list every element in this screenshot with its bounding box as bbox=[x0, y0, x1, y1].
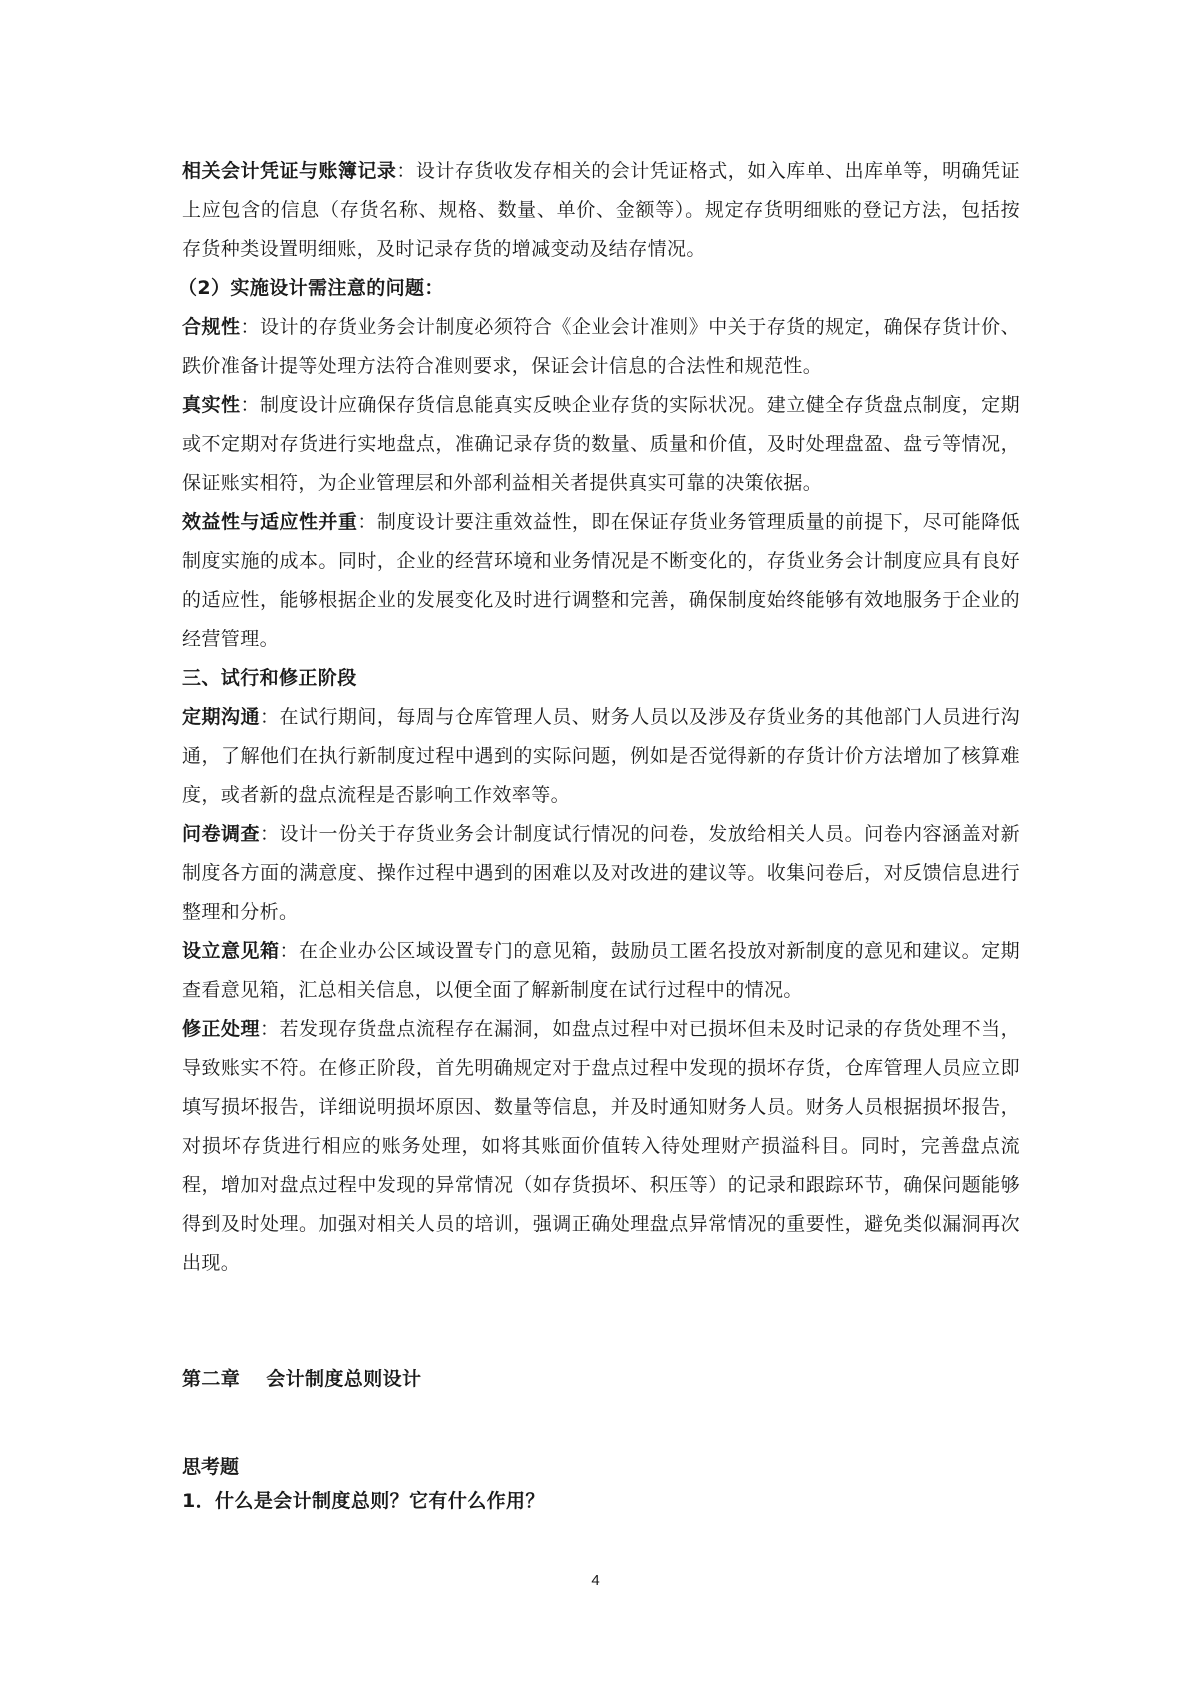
section-heading-trial-revision: 三、试行和修正阶段 bbox=[182, 667, 357, 689]
paragraph-efficiency-adaptability bbox=[182, 503, 1020, 659]
body-text bbox=[178, 152, 1020, 1283]
paragraph-lead: 修正处理 bbox=[182, 1018, 260, 1040]
question-item: 1．什么是会计制度总则？它有什么作用？ bbox=[182, 1490, 545, 1512]
paragraph-lead: 设立意见箱 bbox=[182, 940, 280, 962]
paragraph-text: ：若发现存货盘点流程存在漏洞，如盘点过程中对已损坏但未及时记录的存货处理不当，导致账实不符。在修正阶段，首先明确规定对于盘点过程中发现的损坏存货，仓库管理人员应立即填写损坏报告，详细说明损坏原因、数量等信息，并及时通知财务人员。财务人员根据损坏报告，对损坏存货进行相应的账务处理，如将其账面价值转入待处理财产损溢科目。同时，完善盘点流程，增加对盘点过程中发现的异常情况（如存货损坏、积压等）的记录和跟踪环节，确保问题能够得到及时处理。加强对相关人员的培训，强调正确处理盘点异常情况的重要性，避免类似漏洞再次出现。 bbox=[182, 1018, 1020, 1274]
section-heading-implementation-issues: （2）实施设计需注意的问题： bbox=[178, 277, 444, 299]
paragraph-compliance bbox=[182, 308, 1020, 386]
paragraph-text: ：制度设计要注重效益性，即在保证存货业务管理质量的前提下，尽可能降低制度实施的成本。同时，企业的经营环境和业务情况是不断变化的，存货业务会计制度应具有良好的适应性，能够根据企业的发展变化及时进行调整和完善，确保制度始终能够有效地服务于企业的经营管理。 bbox=[182, 511, 1020, 650]
paragraph-lead: 相关会计凭证与账簿记录 bbox=[182, 160, 397, 182]
chapter-title: 会计制度总则设计 bbox=[266, 1368, 422, 1390]
paragraph-lead: 问卷调查 bbox=[182, 823, 260, 845]
paragraph-text: ：在试行期间，每周与仓库管理人员、财务人员以及涉及存货业务的其他部门人员进行沟通，了解他们在执行新制度过程中遇到的实际问题，例如是否觉得新的存货计价方法增加了核算难度，或者新的盘点流程是否影响工作效率等。 bbox=[182, 706, 1020, 806]
paragraph-lead: 真实性 bbox=[182, 394, 241, 416]
paragraph-regular-communication bbox=[182, 698, 1020, 815]
paragraph-text: ：设计的存货业务会计制度必须符合《企业会计准则》中关于存货的规定，确保存货计价、跌价准备计提等处理方法符合准则要求，保证会计信息的合法性和规范性。 bbox=[182, 316, 1020, 377]
paragraph-text: ：设计存货收发存相关的会计凭证格式，如入库单、出库单等，明确凭证上应包含的信息（存货名称、规格、数量、单价、金额等）。规定存货明细账的登记方法，包括按存货种类设置明细账，及时记录存货的增减变动及结存情况。 bbox=[182, 160, 1020, 260]
chapter-heading bbox=[182, 1364, 421, 1391]
paragraph-revision-handling bbox=[182, 1010, 1020, 1283]
paragraph-voucher-records bbox=[182, 152, 1020, 269]
paragraph-text: ：在企业办公区域设置专门的意见箱，鼓励员工匿名投放对新制度的意见和建议。定期查看意见箱，汇总相关信息，以便全面了解新制度在试行过程中的情况。 bbox=[182, 940, 1020, 1001]
paragraph-suggestion-box bbox=[182, 932, 1020, 1010]
paragraph-lead: 定期沟通 bbox=[182, 706, 260, 728]
questions-title: 思考题 bbox=[182, 1456, 240, 1478]
paragraph-text: ：制度设计应确保存货信息能真实反映企业存货的实际状况。建立健全存货盘点制度，定期或不定期对存货进行实地盘点，准确记录存货的数量、质量和价值，及时处理盘盈、盘亏等情况，保证账实相符，为企业管理层和外部利益相关者提供真实可靠的决策依据。 bbox=[182, 394, 1020, 494]
paragraph-questionnaire bbox=[182, 815, 1020, 932]
chapter-number: 第二章 bbox=[182, 1368, 241, 1390]
paragraph-lead: 效益性与适应性并重 bbox=[182, 511, 358, 533]
paragraph-text: ：设计一份关于存货业务会计制度试行情况的问卷，发放给相关人员。问卷内容涵盖对新制度各方面的满意度、操作过程中遇到的困难以及对改进的建议等。收集问卷后，对反馈信息进行整理和分析。 bbox=[182, 823, 1020, 923]
page-number: 4 bbox=[591, 1572, 600, 1589]
paragraph-lead: 合规性 bbox=[182, 316, 241, 338]
paragraph-authenticity bbox=[182, 386, 1020, 503]
